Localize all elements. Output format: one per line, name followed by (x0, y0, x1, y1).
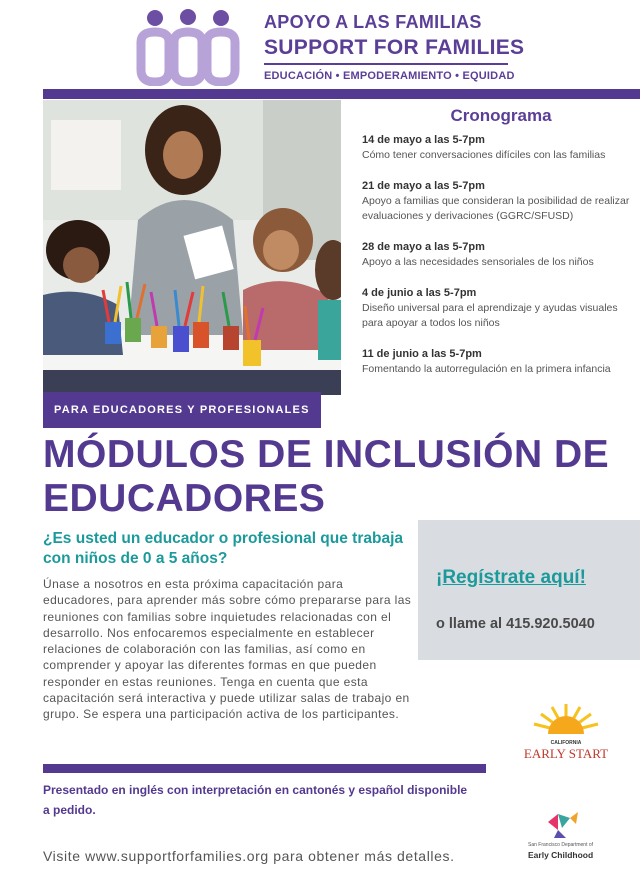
schedule-topic: Diseño universal para el aprendizaje y ayudas visuales para apoyar a todos los niños (362, 302, 618, 329)
phone-contact: o llame al 415.920.5040 (436, 616, 595, 632)
schedule-date: 4 de junio a las 5-7pm (362, 287, 477, 299)
dec-name-label: Early Childhood (528, 850, 594, 860)
description-paragraph: Únase a nosotros en esta próxima capacitación para educadores, para aprender más sobre cómo prepararse para las reuniones con familias sobre inquietudes relacionadas con el desarrollo. Nos enfocaremos especialmente en establecer relaciones de colaboración con las familias, así como en comprender y apoyar las diferentes formas en que pueden responder en estas reuniones. Tenga en cuenta que esta capacitación será interactiva y puede utilizar salas de trabajo en grupo. Se espera una participación activa de los participantes. (43, 577, 412, 722)
bottom-accent-bar (43, 764, 486, 773)
register-link[interactable]: ¡Regístrate aquí! (436, 567, 586, 588)
schedule-item (362, 133, 634, 163)
org-name-english: SUPPORT FOR FAMILIES (264, 36, 525, 59)
schedule-topic: Apoyo a familias que consideran la posibilidad de realizar evaluaciones y derivaciones (GGRC/SFUSD) (362, 195, 630, 222)
language-note: Presentado en inglés con interpretación en cantonés y español disponible a pedido. (43, 783, 468, 817)
schedule-topic: Fomentando la autorregulación en la primera infancia (362, 363, 611, 375)
register-panel (418, 520, 640, 660)
schedule-date: 28 de mayo a las 5-7pm (362, 241, 485, 253)
early-start-name: EARLY START (523, 746, 609, 761)
schedule-title: Cronograma (450, 106, 552, 125)
audience-question: ¿Es usted un educador o profesional que trabaja con niños de 0 a 5 años? (43, 530, 404, 567)
early-start-logo-icon (514, 700, 618, 766)
header-divider (264, 63, 508, 65)
schedule-topic: Apoyo a las necesidades sensoriales de los niños (362, 256, 594, 268)
dec-department-label: San Francisco Department of (528, 842, 594, 848)
org-tagline: EDUCACIÓN • EMPODERAMIENTO • EQUIDAD (264, 70, 515, 82)
classroom-photo (43, 100, 341, 395)
top-accent-bar (43, 89, 640, 99)
support-for-families-logo-icon (133, 8, 243, 86)
early-start-state: CALIFORNIA (550, 740, 582, 746)
page-title: MÓDULOS DE INCLUSIÓN DE EDUCADORES (43, 433, 610, 520)
schedule-item (362, 179, 634, 224)
schedule-date: 11 de junio a las 5-7pm (362, 348, 482, 360)
schedule-item (362, 286, 634, 331)
audience-banner: PARA EDUCADORES Y PROFESIONALES (43, 392, 321, 428)
website-note: Visite www.supportforfamilies.org para obtener más detalles. (43, 848, 455, 864)
schedule-item (362, 347, 634, 377)
schedule-date: 14 de mayo a las 5-7pm (362, 134, 485, 146)
schedule-date: 21 de mayo a las 5-7pm (362, 180, 485, 192)
org-name-spanish: APOYO A LAS FAMILIAS (264, 12, 482, 32)
schedule-item (362, 240, 634, 270)
schedule-topic: Cómo tener conversaciones difíciles con las familias (362, 149, 606, 161)
schedule-list (362, 133, 634, 393)
